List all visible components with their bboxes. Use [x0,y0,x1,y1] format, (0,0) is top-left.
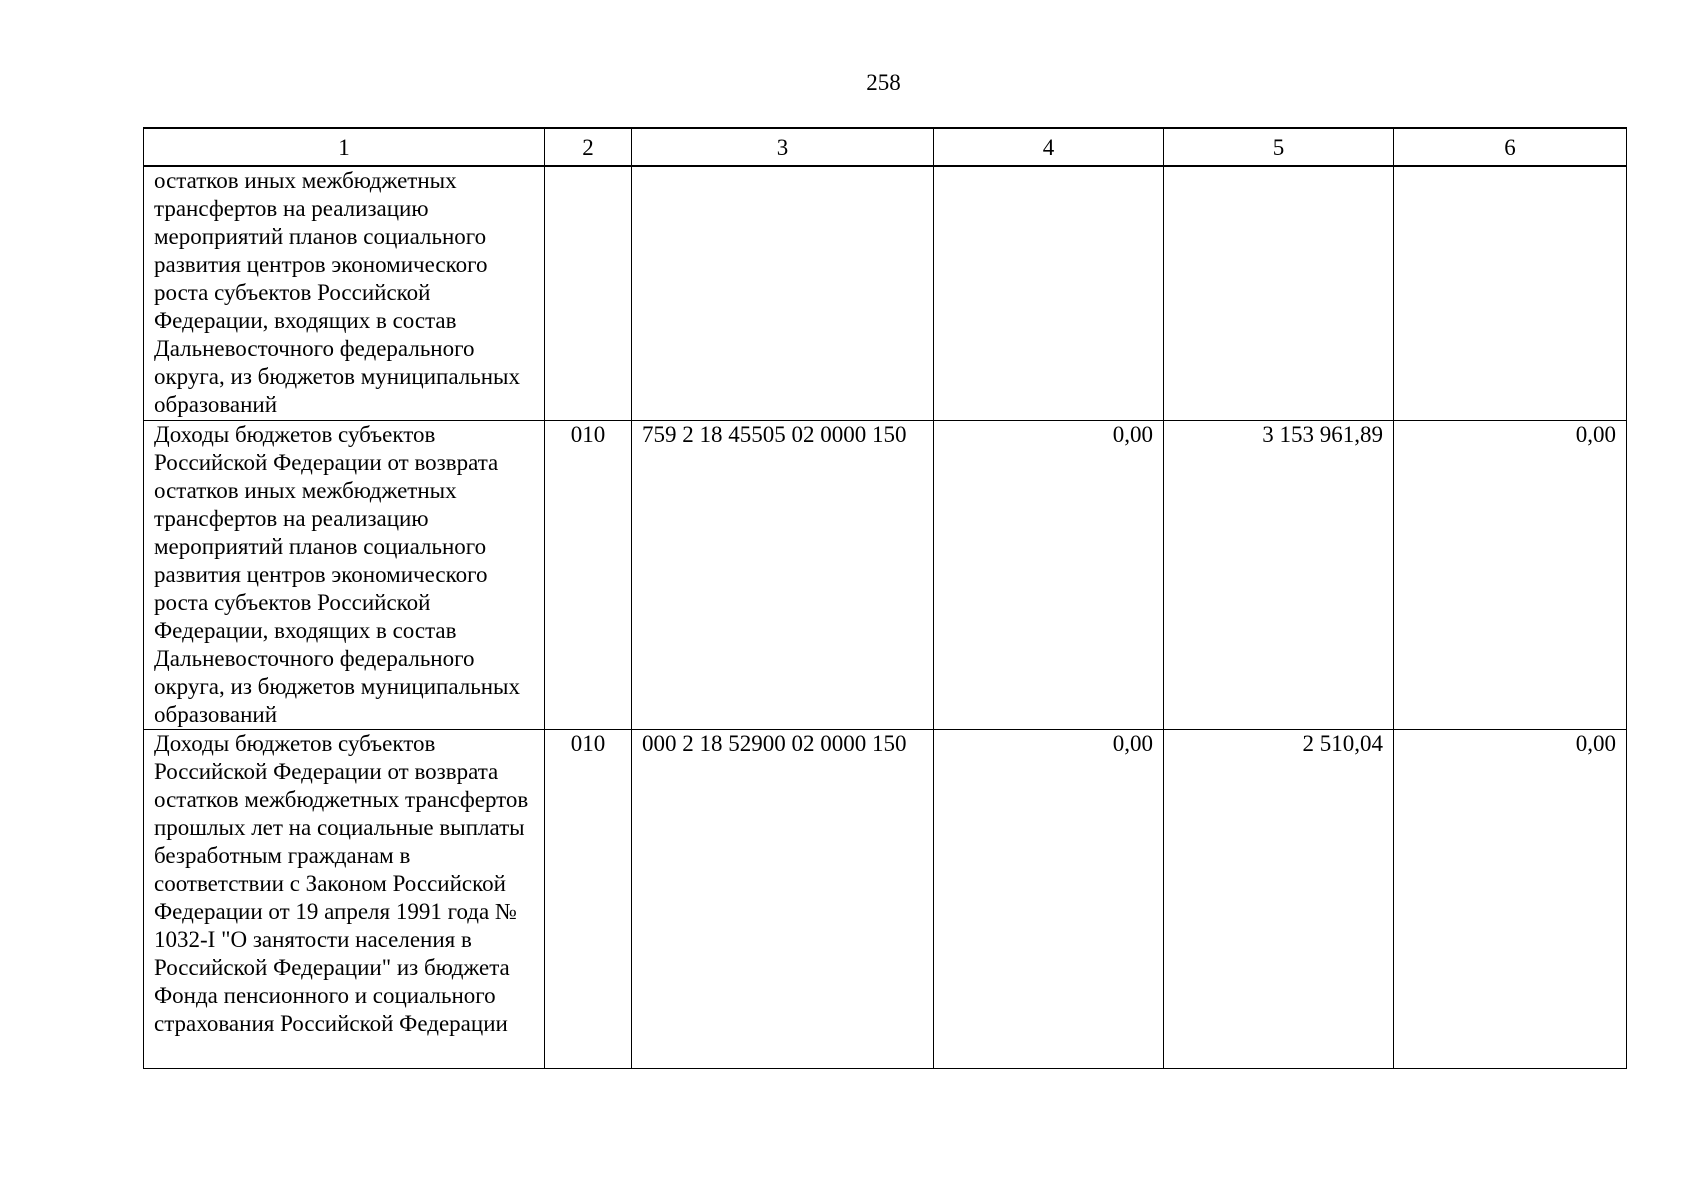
column-header-6: 6 [1394,128,1627,166]
row-name: Доходы бюджетов субъектов Российской Федерации от возврата остатков межбюджетных трансфертов прошлых лет на социальные выплаты безработным гражданам в соответствии с Законом Российской Федерации от 19 апреля 1991 года № 1032-I "О занятости населения в Российской Федерации" из бюджета Фонда пенсионного и социального страхования Российской Федерации [144,730,545,1069]
row-line-code [545,166,632,421]
column-header-4: 4 [934,128,1164,166]
row-line-code: 010 [545,421,632,730]
table-row [144,730,1627,1069]
row-value-col5: 2 510,04 [1164,730,1394,1069]
row-name: остатков иных межбюджетных трансфертов на реализацию мероприятий планов социального развития центров экономического роста субъектов Российской Федерации, входящих в состав Дальневосточного федерального округа, из бюджетов муниципальных образований [144,166,545,421]
row-kbk-code: 759 2 18 45505 02 0000 150 [632,421,934,730]
column-header-1: 1 [144,128,545,166]
row-kbk-code [632,166,934,421]
row-value-col6: 0,00 [1394,730,1627,1069]
row-name: Доходы бюджетов субъектов Российской Федерации от возврата остатков иных межбюджетных трансфертов на реализацию мероприятий планов социального развития центров экономического роста субъектов Российской Федерации, входящих в состав Дальневосточного федерального округа, из бюджетов муниципальных образований [144,421,545,730]
row-value-col6 [1394,166,1627,421]
table-row [144,421,1627,730]
row-value-col5: 3 153 961,89 [1164,421,1394,730]
row-value-col4 [934,166,1164,421]
column-header-3: 3 [632,128,934,166]
row-value-col4: 0,00 [934,730,1164,1069]
row-value-col5 [1164,166,1394,421]
page-number: 258 [866,70,901,95]
row-kbk-code: 000 2 18 52900 02 0000 150 [632,730,934,1069]
table-row [144,166,1627,421]
budget-table [143,127,1627,1069]
column-header-2: 2 [545,128,632,166]
table-header-row [144,128,1627,166]
column-header-5: 5 [1164,128,1394,166]
row-value-col4: 0,00 [934,421,1164,730]
row-line-code: 010 [545,730,632,1069]
row-value-col6: 0,00 [1394,421,1627,730]
